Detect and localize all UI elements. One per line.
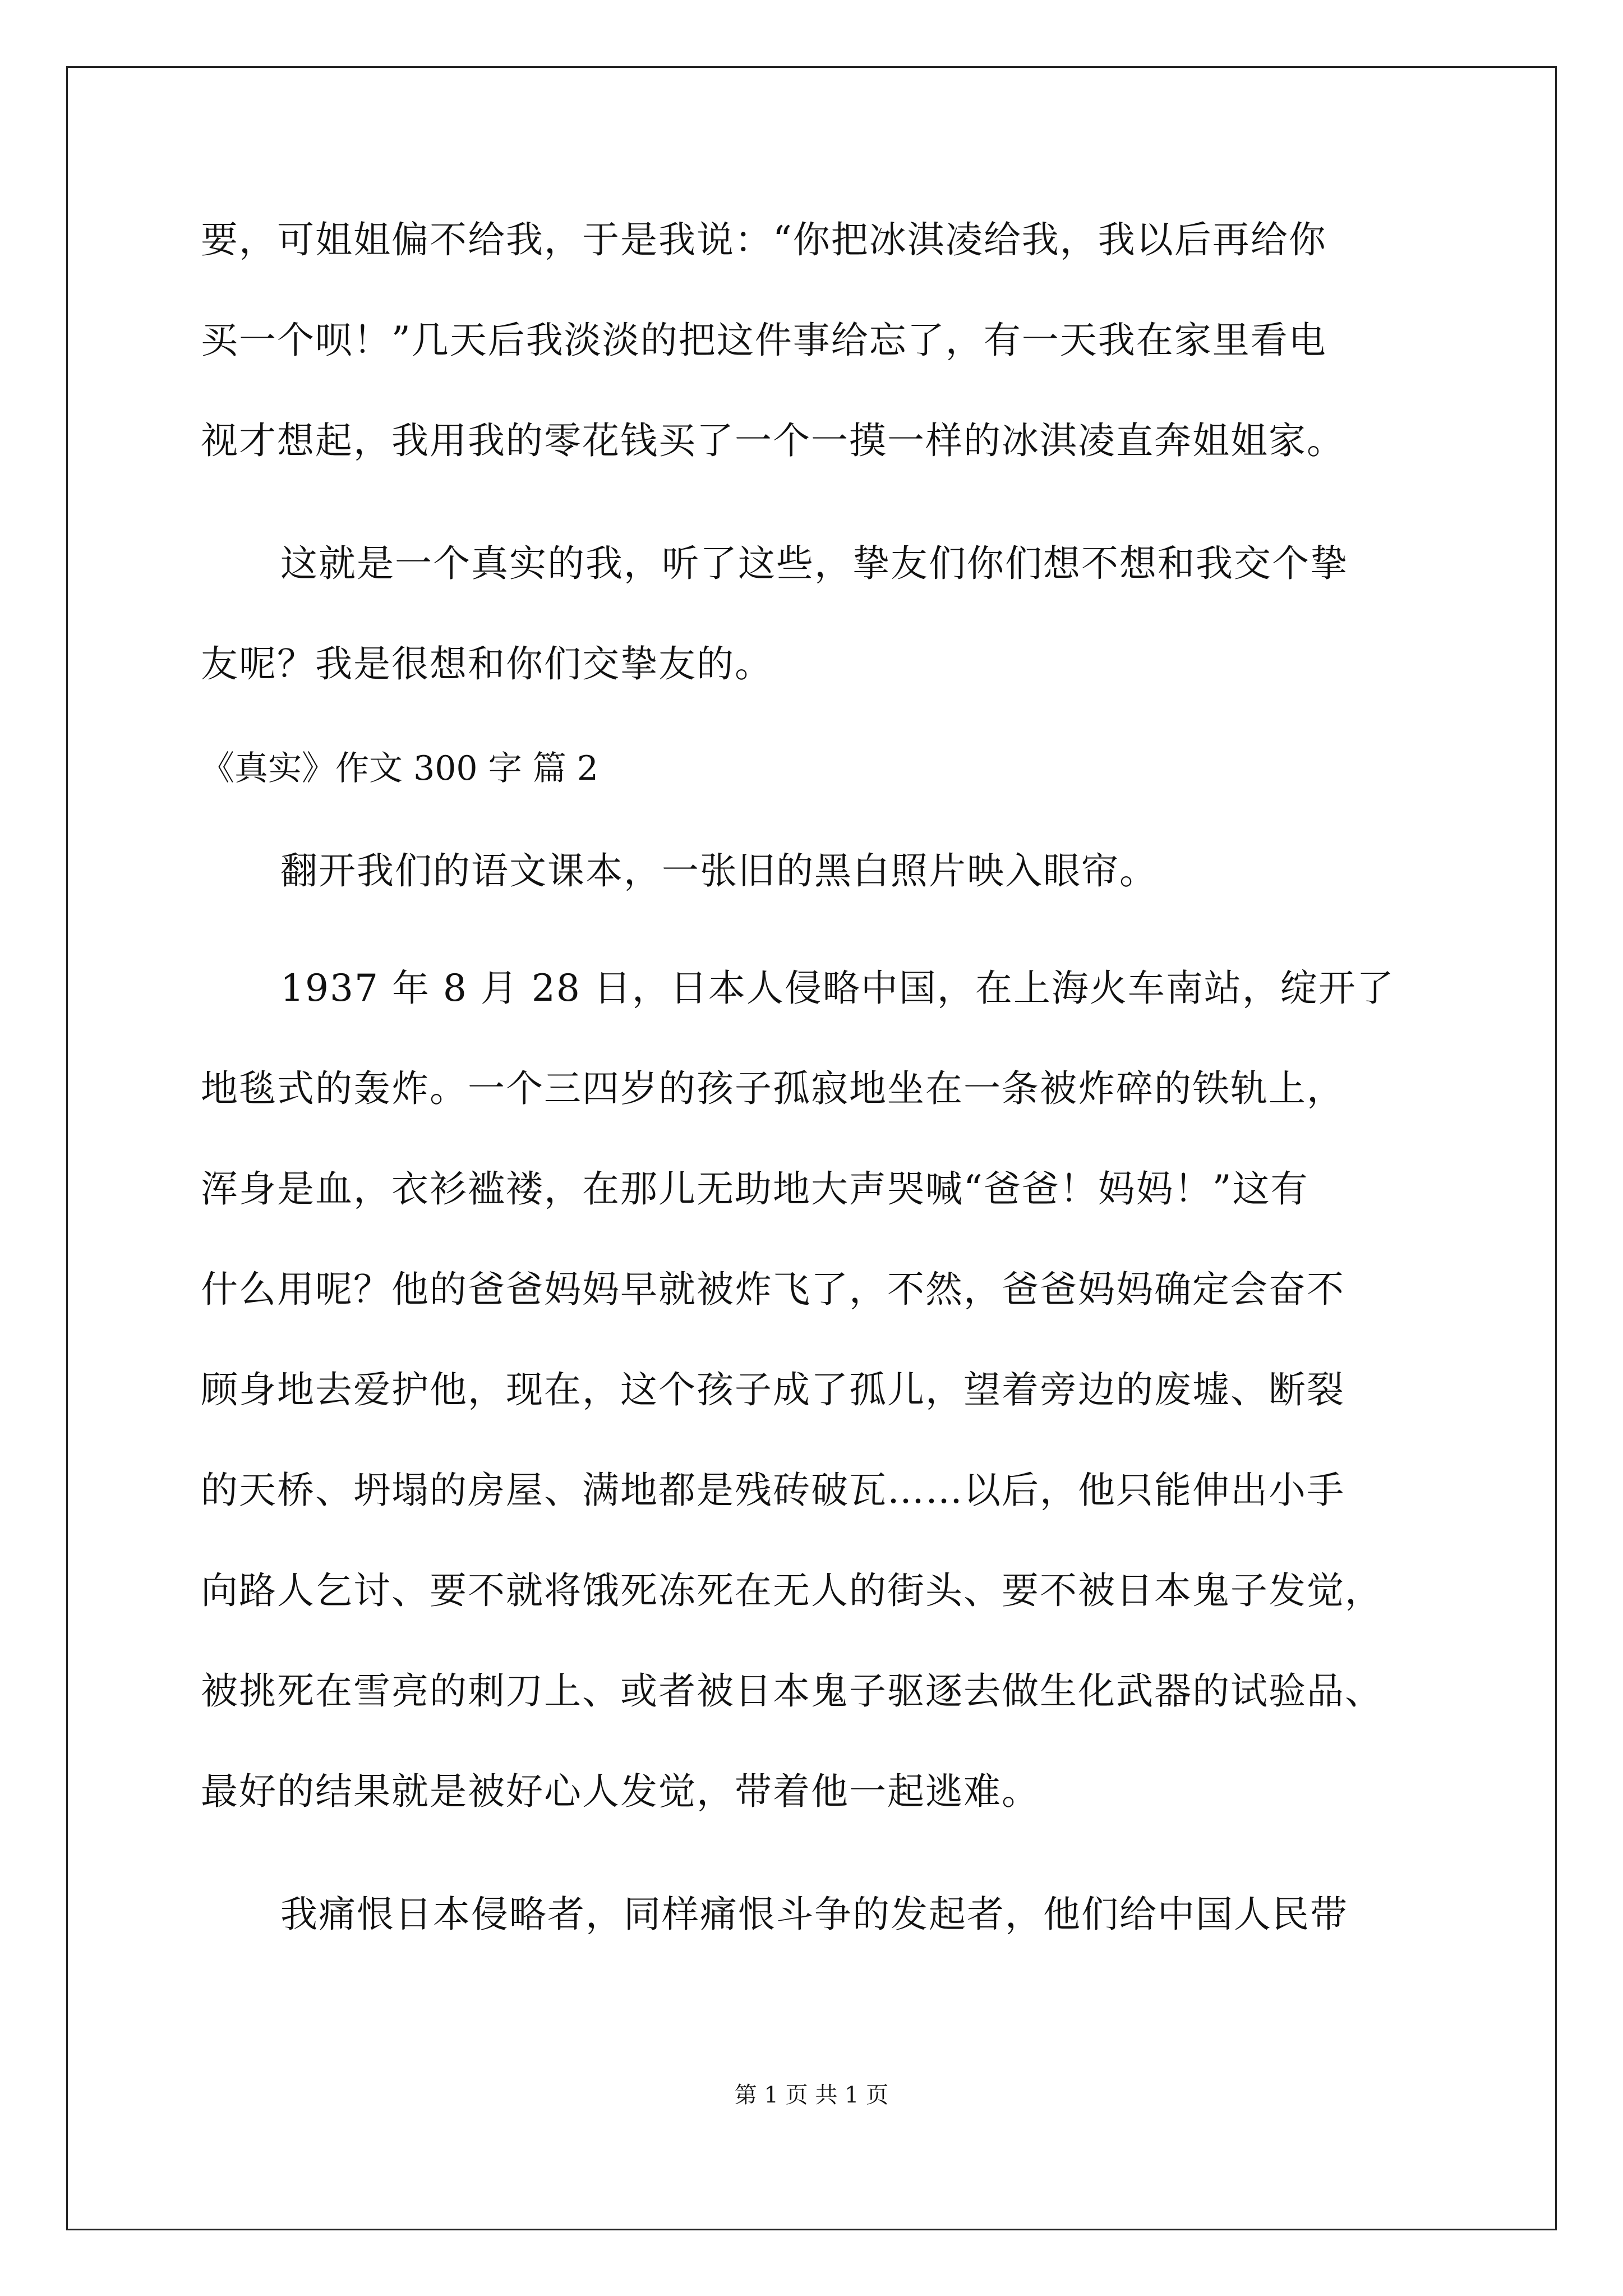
- paragraph-4-line-9: 最好的结果就是被好心人发觉，带着他一起逃难。: [201, 1770, 1040, 1813]
- paragraph-4-line-4: 什么用呢？他的爸爸妈妈早就被炸飞了，不然，爸爸妈妈确定会奋不: [201, 1268, 1345, 1311]
- paragraph-1-line-2: 买一个呗！”几天后我淡淡的把这件事给忘了，有一天我在家里看电: [201, 319, 1327, 362]
- paragraph-4-line-1: 1937 年 8 月 28 日，日本人侵略中国，在上海火车南站，绽开了: [280, 967, 1395, 1010]
- paragraph-4-line-6: 的天桥、坍塌的房屋、满地都是残砖破瓦……以后，他只能伸出小手: [201, 1469, 1345, 1512]
- paragraph-1-line-1: 要，可姐姐偏不给我，于是我说：“你把冰淇凌给我，我以后再给你: [201, 218, 1327, 261]
- paragraph-4-line-5: 顾身地去爱护他，现在，这个孩子成了孤儿，望着旁边的废墟、断裂: [201, 1368, 1345, 1411]
- paragraph-2-line-2: 友呢？我是很想和你们交挚友的。: [201, 642, 773, 685]
- document-body: [201, 218, 1435, 1936]
- paragraph-4-line-2: 地毯式的轰炸。一个三四岁的孩子孤寂地坐在一条被炸碎的铁轨上，: [201, 1067, 1345, 1110]
- section-heading: 《真实》作文 300 字 篇 2: [201, 749, 598, 788]
- paragraph-4-line-7: 向路人乞讨、要不就将饿死冻死在无人的街头、要不被日本鬼子发觉，: [201, 1569, 1383, 1612]
- paragraph-4-line-8: 被挑死在雪亮的刺刀上、或者被日本鬼子驱逐去做生化武器的试验品、: [201, 1669, 1383, 1713]
- paragraph-3-line-1: 翻开我们的语文课本，一张旧的黑白照片映入眼帘。: [280, 849, 1158, 892]
- page-footer: 第 1 页 共 1 页: [734, 2082, 889, 2108]
- paragraph-2-line-1: 这就是一个真实的我，听了这些，挚友们你们想不想和我交个挚: [280, 542, 1348, 585]
- paragraph-1-line-3: 视才想起，我用我的零花钱买了一个一摸一样的冰淇凌直奔姐姐家。: [201, 419, 1345, 462]
- paragraph-4-line-3: 浑身是血，衣衫褴褛，在那儿无助地大声哭喊“爸爸！妈妈！”这有: [201, 1167, 1309, 1211]
- paragraph-5-line-1: 我痛恨日本侵略者，同样痛恨斗争的发起者，他们给中国人民带: [280, 1893, 1348, 1936]
